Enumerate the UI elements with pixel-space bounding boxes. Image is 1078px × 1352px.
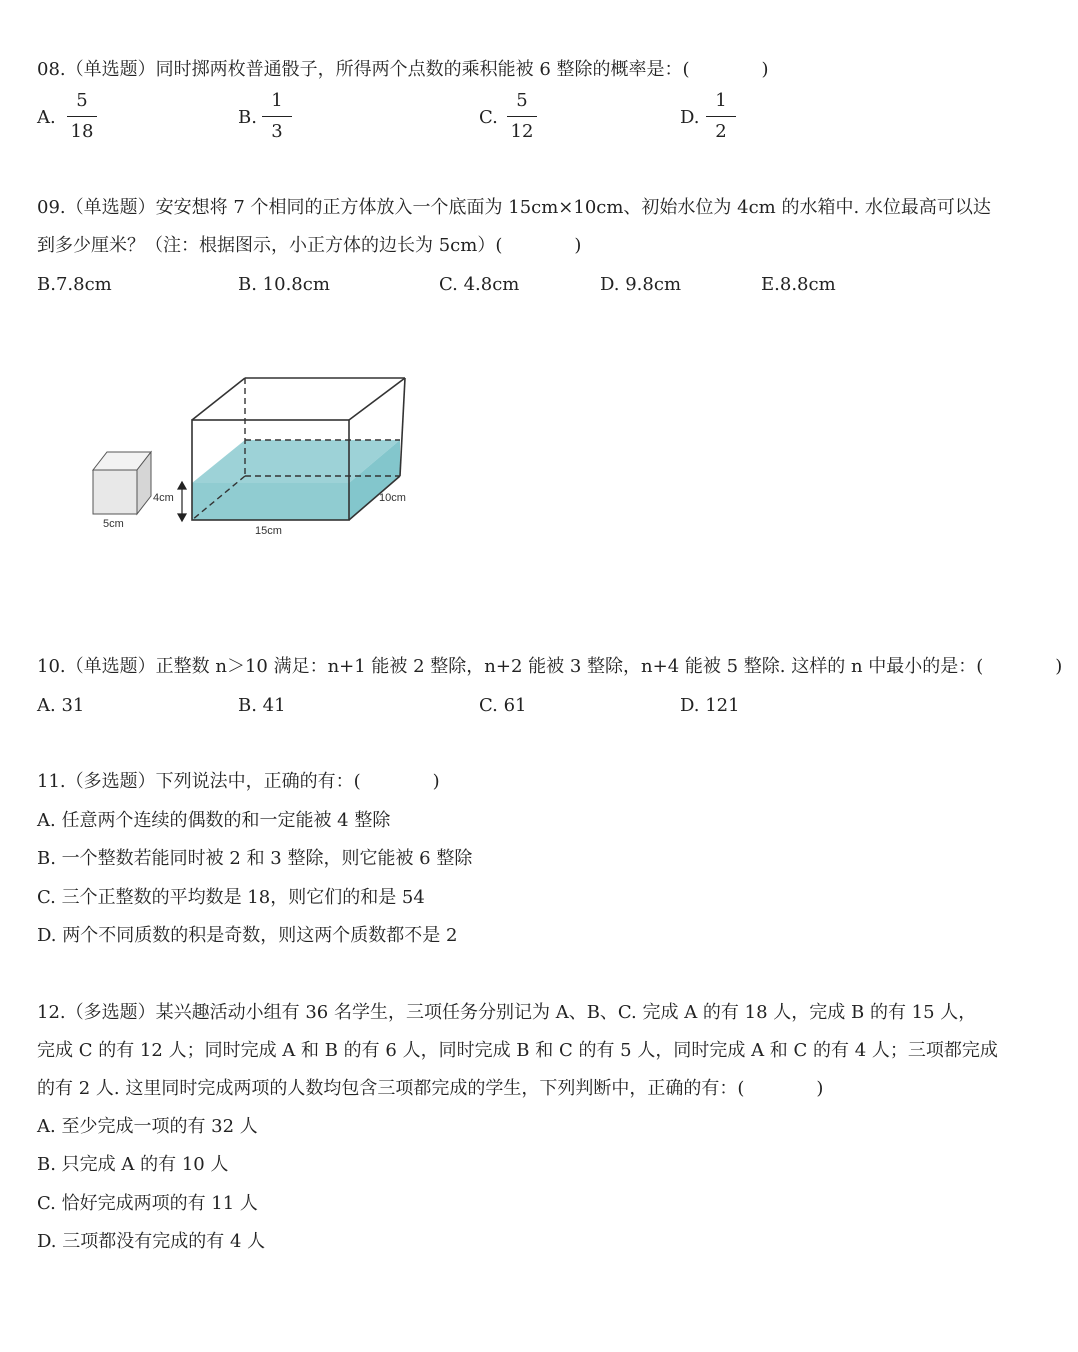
q09-option-2: B. 10.8cm [238,274,330,295]
cube-size-label: 5cm [103,518,124,530]
q10-option-b: B. 41 [238,695,286,716]
q09-stem-line2: 到多少厘米？（注：根据图示，小正方体的边长为 5cm）( ) [37,235,582,256]
q09-stem-line1: 09.（单选题）安安想将 7 个相同的正方体放入一个底面为 15cm×10cm、初始水位为 4cm 的水箱中. 水位最高可以达 [37,197,991,218]
q12-stem-line3: 的有 2 人. 这里同时完成两项的人数均包含三项都完成的学生，下列判断中，正确的有：( ) [37,1078,824,1099]
fraction [507,88,537,145]
q09-option-1: B.7.8cm [37,274,112,295]
q09-option-4: D. 9.8cm [600,274,682,295]
tank-width-label: 15cm [255,525,282,537]
q10-option-c: C. 61 [479,695,527,716]
numerator: 1 [715,90,727,111]
water-drawing [192,440,400,520]
water-level-label: 4cm [153,492,174,504]
denominator: 18 [70,121,94,142]
denominator: 2 [715,121,727,142]
q12-option-a: A. 至少完成一项的有 32 人 [37,1116,258,1137]
q12-stem-line1: 12.（多选题）某兴趣活动小组有 36 名学生，三项任务分别记为 A、B、C. 完成 A 的有 18 人，完成 B 的有 15 人， [37,1002,977,1023]
option-letter: A. [37,107,56,128]
q09-option-3: C. 4.8cm [439,274,520,295]
denominator: 12 [510,121,534,142]
fraction-bar [67,116,97,117]
q11-stem: 11.（多选题）下列说法中，正确的有：( ) [37,771,440,792]
q10-option-a: A. 31 [37,695,85,716]
fraction [706,88,736,145]
option-letter: B. [238,107,257,128]
q09-option-5: E.8.8cm [761,274,836,295]
denominator: 3 [271,121,283,142]
tank-depth-label: 10cm [379,492,406,504]
cube-drawing [93,452,151,514]
q10-option-d: D. 121 [680,695,740,716]
q12-option-d: D. 三项都没有完成的有 4 人 [37,1231,266,1252]
fraction [67,88,97,145]
q12-option-b: B. 只完成 A 的有 10 人 [37,1154,229,1175]
water-height-arrow [178,482,186,521]
option-letter: C. [479,107,498,128]
fraction-bar [507,116,537,117]
q08-stem: 08.（单选题）同时掷两枚普通骰子，所得两个点数的乘积能被 6 整除的概率是：( ) [37,59,769,80]
q11-option-a: A. 任意两个连续的偶数的和一定能被 4 整除 [37,810,391,831]
q10-stem: 10.（单选题）正整数 n＞10 满足：n+1 能被 2 整除，n+2 能被 3 整除，n+4 能被 5 整除. 这样的 n 中最小的是：( ) [37,656,1063,677]
numerator: 5 [516,90,528,111]
tank-figure [85,370,425,545]
fraction [262,88,292,145]
q12-option-c: C. 恰好完成两项的有 11 人 [37,1193,258,1214]
q11-option-c: C. 三个正整数的平均数是 18，则它们的和是 54 [37,887,425,908]
fraction-bar [706,116,736,117]
option-letter: D. [680,107,700,128]
q11-option-d: D. 两个不同质数的积是奇数，则这两个质数都不是 2 [37,925,458,946]
q11-option-b: B. 一个整数若能同时被 2 和 3 整除，则它能被 6 整除 [37,848,473,869]
numerator: 1 [271,90,283,111]
q12-stem-line2: 完成 C 的有 12 人；同时完成 A 和 B 的有 6 人，同时完成 B 和 C 的有 5 人，同时完成 A 和 C 的有 4 人；三项都完成 [37,1040,998,1061]
numerator: 5 [76,90,88,111]
fraction-bar [262,116,292,117]
